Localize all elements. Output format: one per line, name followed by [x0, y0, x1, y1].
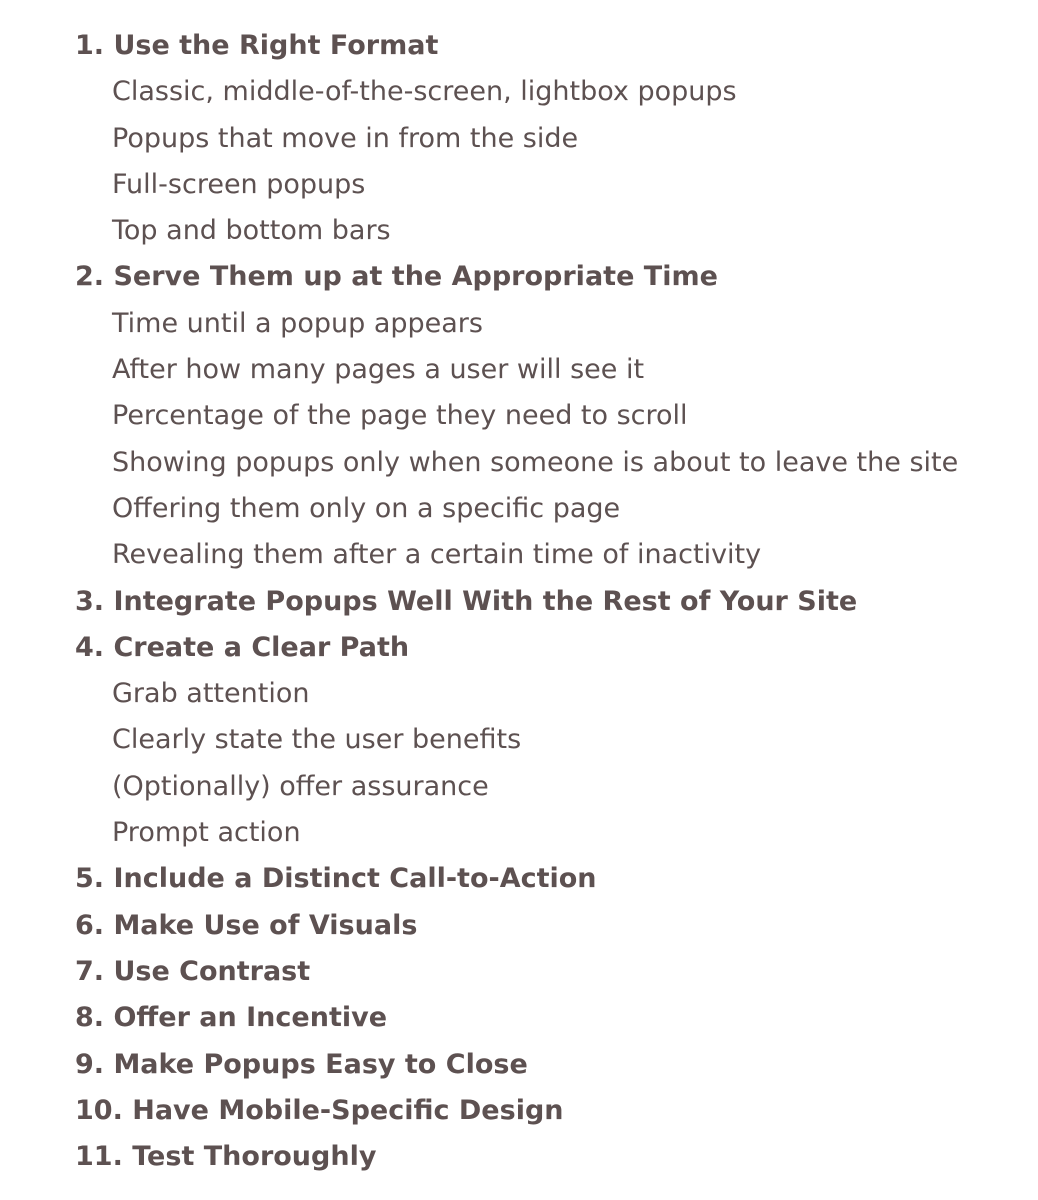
- list-item: Revealing them after a certain time of inactivity: [112, 539, 762, 571]
- list-item: Grab attention: [112, 678, 310, 710]
- list-item: Popups that move in from the side: [112, 122, 579, 154]
- section-heading: 4. Create a Clear Path: [75, 631, 410, 663]
- section-heading: 11. Test Thoroughly: [75, 1141, 377, 1173]
- section-heading: 10. Have Mobile-Specific Design: [75, 1094, 564, 1126]
- list-item: Percentage of the page they need to scroll: [112, 400, 688, 432]
- section-heading: 9. Make Popups Easy to Close: [75, 1048, 528, 1080]
- section-heading: 7. Use Contrast: [75, 955, 311, 987]
- list-item: Top and bottom bars: [112, 215, 391, 247]
- section-heading: 5. Include a Distinct Call-to-Action: [75, 863, 597, 895]
- popup-tips-list: [0, 23, 1038, 1180]
- list-item: After how many pages a user will see it: [112, 354, 645, 386]
- list-item: Showing popups only when someone is about to leave the site: [112, 446, 959, 478]
- section-heading: 1. Use the Right Format: [75, 30, 439, 61]
- list-item: Full-screen popups: [112, 168, 366, 200]
- section-heading: 3. Integrate Popups Well With the Rest of Your Site: [75, 585, 858, 617]
- list-item: Clearly state the user benefits: [112, 724, 522, 756]
- section-heading: 6. Make Use of Visuals: [75, 909, 418, 941]
- list-item: Time until a popup appears: [112, 307, 483, 339]
- list-item: Offering them only on a specific page: [112, 492, 621, 524]
- section-heading: 2. Serve Them up at the Appropriate Time: [75, 261, 718, 293]
- list-item: (Optionally) offer assurance: [112, 770, 489, 802]
- list-item: Prompt action: [112, 817, 301, 849]
- list-item: Classic, middle-of-the-screen, lightbox popups: [112, 76, 737, 108]
- section-heading: 8. Offer an Incentive: [75, 1002, 388, 1034]
